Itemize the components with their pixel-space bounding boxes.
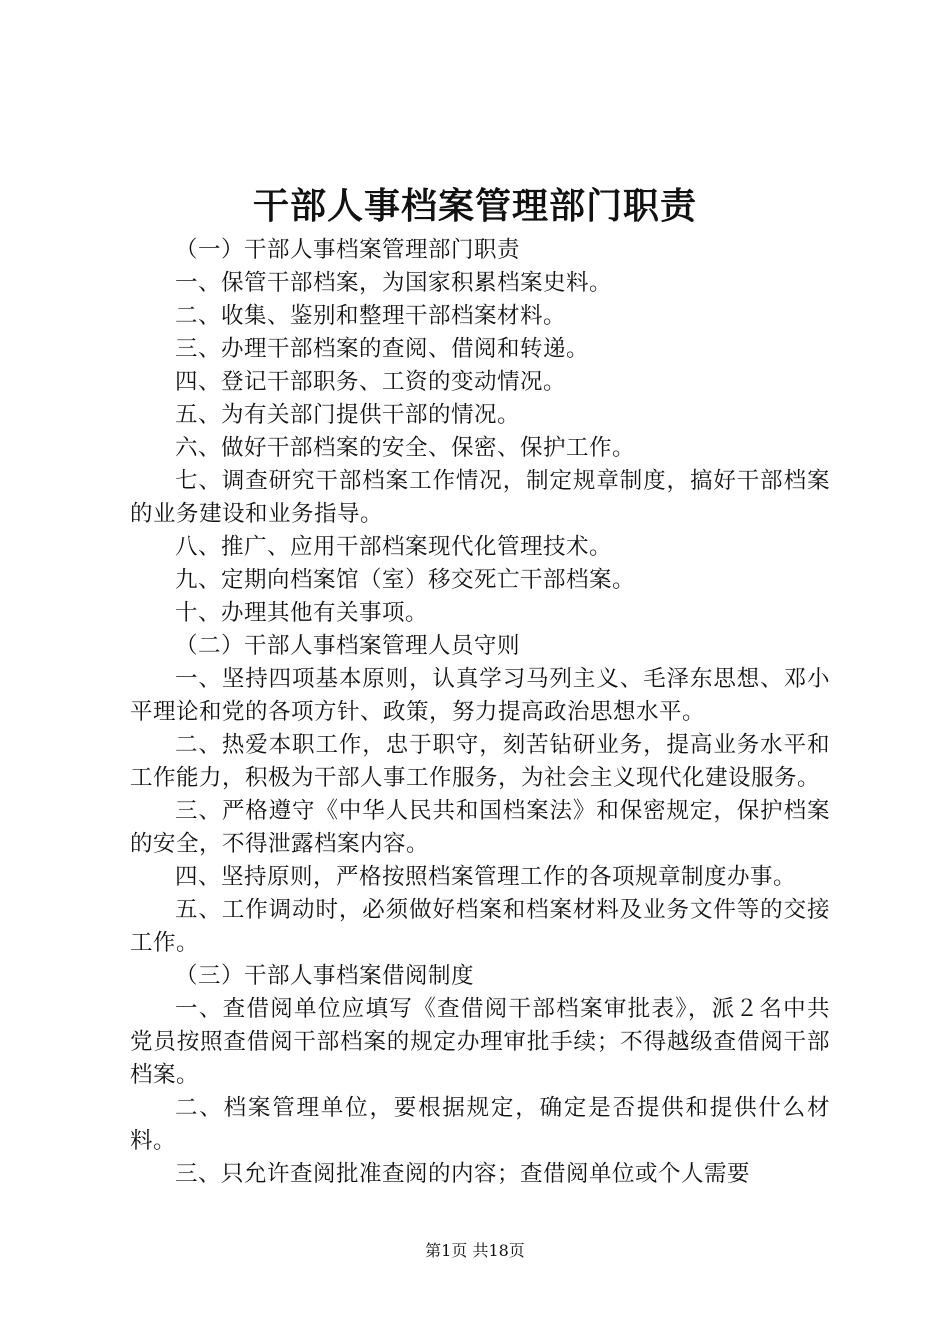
- paragraph: （二）干部人事档案管理人员守则: [175, 633, 521, 659]
- paragraph: 三、只允许查阅批准查阅的内容；查借阅单位或个人需要: [175, 1161, 751, 1187]
- paragraph: （一）干部人事档案管理部门职责: [175, 237, 521, 263]
- paragraph: 四、坚持原则，严格按照档案管理工作的各项规章制度办事。: [175, 864, 797, 890]
- paragraph: 七、调查研究干部档案工作情况，制定规章制度，搞好干部档案的业务建设和业务指导。: [130, 468, 830, 527]
- paragraph: 五、工作调动时，必须做好档案和档案材料及业务文件等的交接工作。: [130, 897, 830, 956]
- paragraph: 十、办理其他有关事项。: [175, 600, 429, 626]
- paragraph: 三、严格遵守《中华人民共和国档案法》和保密规定，保护档案的安全，不得泄露档案内容。: [130, 798, 830, 857]
- paragraph: 二、热爱本职工作，忠于职守，刻苦钻研业务，提高业务水平和工作能力，积极为干部人事工作服务，为社会主义现代化建设服务。: [130, 732, 830, 791]
- document-title: 干部人事档案管理部门职责: [252, 185, 697, 227]
- paragraph: 一、查借阅单位应填写《查借阅干部档案审批表》，派２名中共党员按照查借阅干部档案的规定办理审批手续；不得越级查借阅干部档案。: [130, 996, 830, 1088]
- paragraph: 二、收集、鉴别和整理干部档案材料。: [175, 303, 567, 329]
- paragraph: 九、定期向档案馆（室）移交死亡干部档案。: [175, 567, 636, 593]
- paragraph: （三）干部人事档案借阅制度: [175, 963, 475, 989]
- paragraph: 二、档案管理单位，要根据规定，确定是否提供和提供什么材料。: [130, 1095, 830, 1154]
- paragraph: 八、推广、应用干部档案现代化管理技术。: [175, 534, 613, 560]
- document-body: [130, 234, 830, 1191]
- paragraph: 一、坚持四项基本原则，认真学习马列主义、毛泽东思想、邓小平理论和党的各项方针、政策，努力提高政治思想水平。: [130, 666, 830, 725]
- paragraph: 一、保管干部档案，为国家积累档案史料。: [175, 270, 613, 296]
- paragraph: 六、做好干部档案的安全、保密、保护工作。: [175, 435, 636, 461]
- paragraph: 五、为有关部门提供干部的情况。: [175, 402, 521, 428]
- page-footer: 第1页 共18页: [425, 1241, 525, 1260]
- paragraph: 四、登记干部职务、工资的变动情况。: [175, 369, 567, 395]
- paragraph: 三、办理干部档案的查阅、借阅和转递。: [175, 336, 590, 362]
